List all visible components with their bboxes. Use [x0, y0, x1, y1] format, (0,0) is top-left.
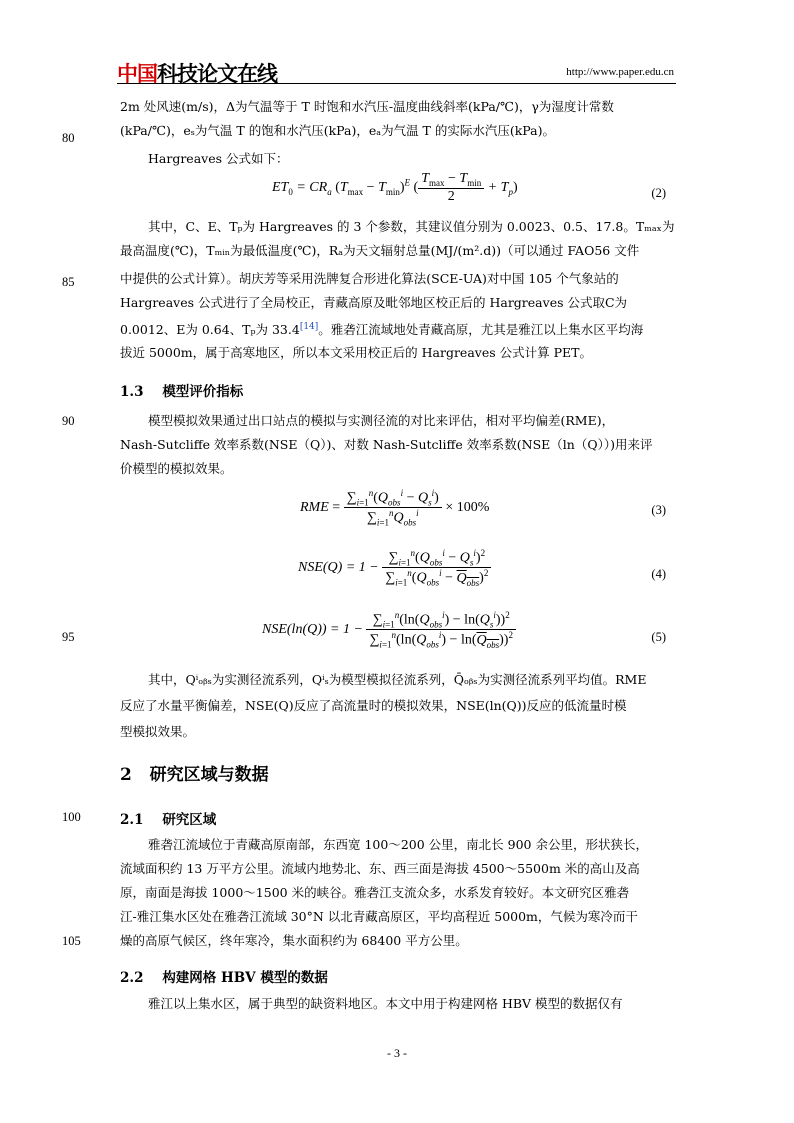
p4-line-3: 型模拟效果。	[120, 724, 196, 739]
p2-line-2: 最高温度(℃)，Tₘᵢₙ为最低温度(℃)，Rₐ为天文辐射总量(MJ/(m².d))（可以通过 FAO56 文件	[120, 243, 640, 258]
equation-4-number: (4)	[651, 567, 666, 581]
line-number: 100	[62, 810, 81, 824]
p2-line-1: 其中，C、E、Tₚ为 Hargreaves 的 3 个参数，其建议值分别为 0.0023、0.5、17.8。Tₘₐₓ为	[148, 219, 675, 234]
p5-line-5: 燥的高原气候区，终年寒冷，集水面积约为 68400 平方公里。	[120, 933, 468, 948]
eq2-tmin: T	[378, 180, 386, 196]
eq2-frac-tmax-sub: max	[429, 177, 445, 188]
p3-line-3: 价模型的模拟效果。	[120, 461, 233, 476]
equation-2: $ET_0 = CR_a$ $(T_{max} - T_{min})^E$ ( $\frac{T_{max} - T_{min}}{2}$ + $T_p$)	[272, 171, 518, 204]
eq3-tail: × 100%	[445, 500, 490, 516]
equation-5-number: (5)	[651, 630, 666, 644]
line-number: 80	[62, 131, 75, 145]
header-rule	[117, 83, 676, 84]
p4-line-2: 反应了水量平衡偏差，NSE(Q)反应了高流量时的模拟效果，NSE(ln(Q))反应的低流量时模	[120, 698, 627, 713]
equation-5	[262, 610, 516, 650]
section-title: 构建网格 HBV 模型的数据	[162, 970, 328, 986]
hargreaves-intro: Hargreaves 公式如下：	[148, 151, 289, 166]
section-number: 2.1	[120, 812, 144, 828]
eq5-fraction: $\frac{\sum_{i=1}^n(\ln(Q_{obs}^i) - \ln(Q_s^i))^2}{\sum_{i=1}^n(\ln(Q_{obs}^i) - \ln(Q_{obs}))^2}$	[366, 610, 516, 650]
citation-14[interactable]: [14]	[299, 322, 319, 332]
eq5-lhs: NSE(ln(Q)) = 1 −	[262, 622, 363, 638]
eq2-rhs-sub: a	[327, 186, 332, 197]
section-title: 研究区域与数据	[149, 765, 269, 785]
equation-4	[298, 548, 491, 588]
header-url[interactable]: http://www.paper.edu.cn	[566, 66, 674, 78]
section-title: 研究区域	[162, 812, 217, 828]
eq2-tmax-sub: max	[347, 186, 364, 197]
eq3-lhs: RME	[300, 500, 329, 516]
p1-line-2: (kPa/℃)，eₛ为气温 T 的饱和水汽压(kPa)，eₐ为气温 T 的实际水汽压(kPa)。	[120, 123, 555, 138]
line-number: 95	[62, 630, 75, 644]
p5-line-1: 雅砻江流域位于青藏高原南部，东西宽 100～200 公里，南北长 900 余公里，形状狭长，	[148, 837, 648, 852]
section-2-heading	[120, 760, 269, 785]
section-title: 模型评价指标	[162, 384, 244, 400]
eq2-tmin-sub: min	[385, 186, 400, 197]
logo-red-text: 中国	[117, 62, 157, 86]
p5-line-4: 江-雅江集水区处在雅砻江流域 30°N 以北青藏高原区，平均高程近 5000m，气候为寒冷而干	[120, 909, 638, 924]
eq2-frac-den: 2	[447, 188, 455, 204]
p2-line-4: Hargreaves 公式进行了全局校正，青藏高原及毗邻地区校正后的 Hargreaves 公式取C为	[120, 295, 628, 310]
eq2-tail-sub: p	[508, 186, 513, 197]
p5-line-2: 流域面积约 13 万平方公里。流域内地势北、东、西三面是海拔 4500～5500m 米的高山及高	[120, 861, 640, 876]
section-number: 1.3	[120, 384, 144, 400]
section-number: 2.2	[120, 970, 144, 986]
equation-2-number: (2)	[651, 186, 666, 200]
p2-line-5	[120, 320, 643, 337]
eq2-frac-tmax: T	[421, 171, 430, 186]
eq4-lhs: NSE(Q) = 1 −	[298, 560, 379, 576]
line-number: 85	[62, 275, 75, 289]
eq4-fraction: $\frac{\sum_{i=1}^n(Q_{obs}^i - Q_s^i)^2}{\sum_{i=1}^n(Q_{obs}^i - Q_{obs})^2}$	[382, 548, 491, 588]
eq2-tmax: T	[339, 180, 348, 196]
p1-line-1: 2m 处风速(m/s)，Δ为气温等于 T 时饱和水汽压-温度曲线斜率(kPa/℃)，γ为湿度计常数	[120, 99, 614, 114]
equation-3: RME = $\frac{\sum_{i=1}^n(Q_{obs}^i - Q_s^i)}{\sum_{i=1}^nQ_{obs}^i}$ × 100%	[300, 488, 490, 528]
p3-line-1: 模型模拟效果通过出口站点的模拟与实测径流的对比来评估，相对平均偏差(RME)，	[148, 413, 615, 428]
eq2-frac-tmin: T	[459, 171, 468, 186]
p2-line-3: 中提供的公式计算）。胡庆芳等采用洗牌复合形进化算法(SCE-UA)对中国 105 个气象站的	[120, 271, 619, 286]
p6-line-1: 雅江以上集水区，属于典型的缺资料地区。本文中用于构建网格 HBV 模型的数据仅有	[148, 996, 623, 1011]
p2-line-5a: 0.0012、E为 0.64、Tₚ为 33.4	[120, 322, 300, 338]
p2-line-5b: 。雅砻江流域地处青藏高原，尤其是雅江以上集水区平均海	[318, 322, 644, 338]
p3-line-2: Nash-Sutcliffe 效率系数(NSE（Q）)、对数 Nash-Sutcliffe 效率系数(NSE（ln（Q））)用来评	[120, 437, 653, 452]
section-2-2-heading	[120, 966, 328, 986]
eq2-lhs: ET	[272, 180, 289, 196]
line-number: 105	[62, 934, 81, 948]
line-number: 90	[62, 414, 75, 428]
eq3-fraction: $\frac{\sum_{i=1}^n(Q_{obs}^i - Q_s^i)}{\sum_{i=1}^nQ_{obs}^i}$	[344, 488, 442, 528]
page-number: - 3 -	[387, 1046, 407, 1060]
p2-line-6: 拔近 5000m，属于高寒地区，所以本文采用校正后的 Hargreaves 公式计算 PET。	[120, 345, 592, 360]
eq2-tail: + T	[487, 180, 509, 196]
section-2-1-heading	[120, 808, 216, 828]
logo-black-text: 科技论文在线	[157, 62, 277, 86]
eq2-rhs: = CR	[296, 180, 328, 196]
eq2-exponent: E	[404, 177, 411, 188]
eq2-lhs-sub: 0	[288, 186, 293, 197]
eq2-fraction: $\frac{T_{max} - T_{min}}{2}$	[418, 171, 484, 205]
p4-line-1: 其中，Qⁱₒᵦₛ为实测径流系列，Qⁱₛ为模型模拟径流系列，Q̄ₒᵦₛ为实测径流系列平均值。RME	[148, 672, 647, 687]
section-1-3-heading	[120, 380, 243, 400]
p5-line-3: 原，南面是海拔 1000～1500 米的峡谷。雅砻江支流众多，水系发育较好。本文研究区雅砻	[120, 885, 630, 900]
section-number: 2	[120, 765, 132, 785]
eq2-frac-tmin-sub: min	[467, 177, 482, 188]
equation-3-number: (3)	[651, 503, 666, 517]
